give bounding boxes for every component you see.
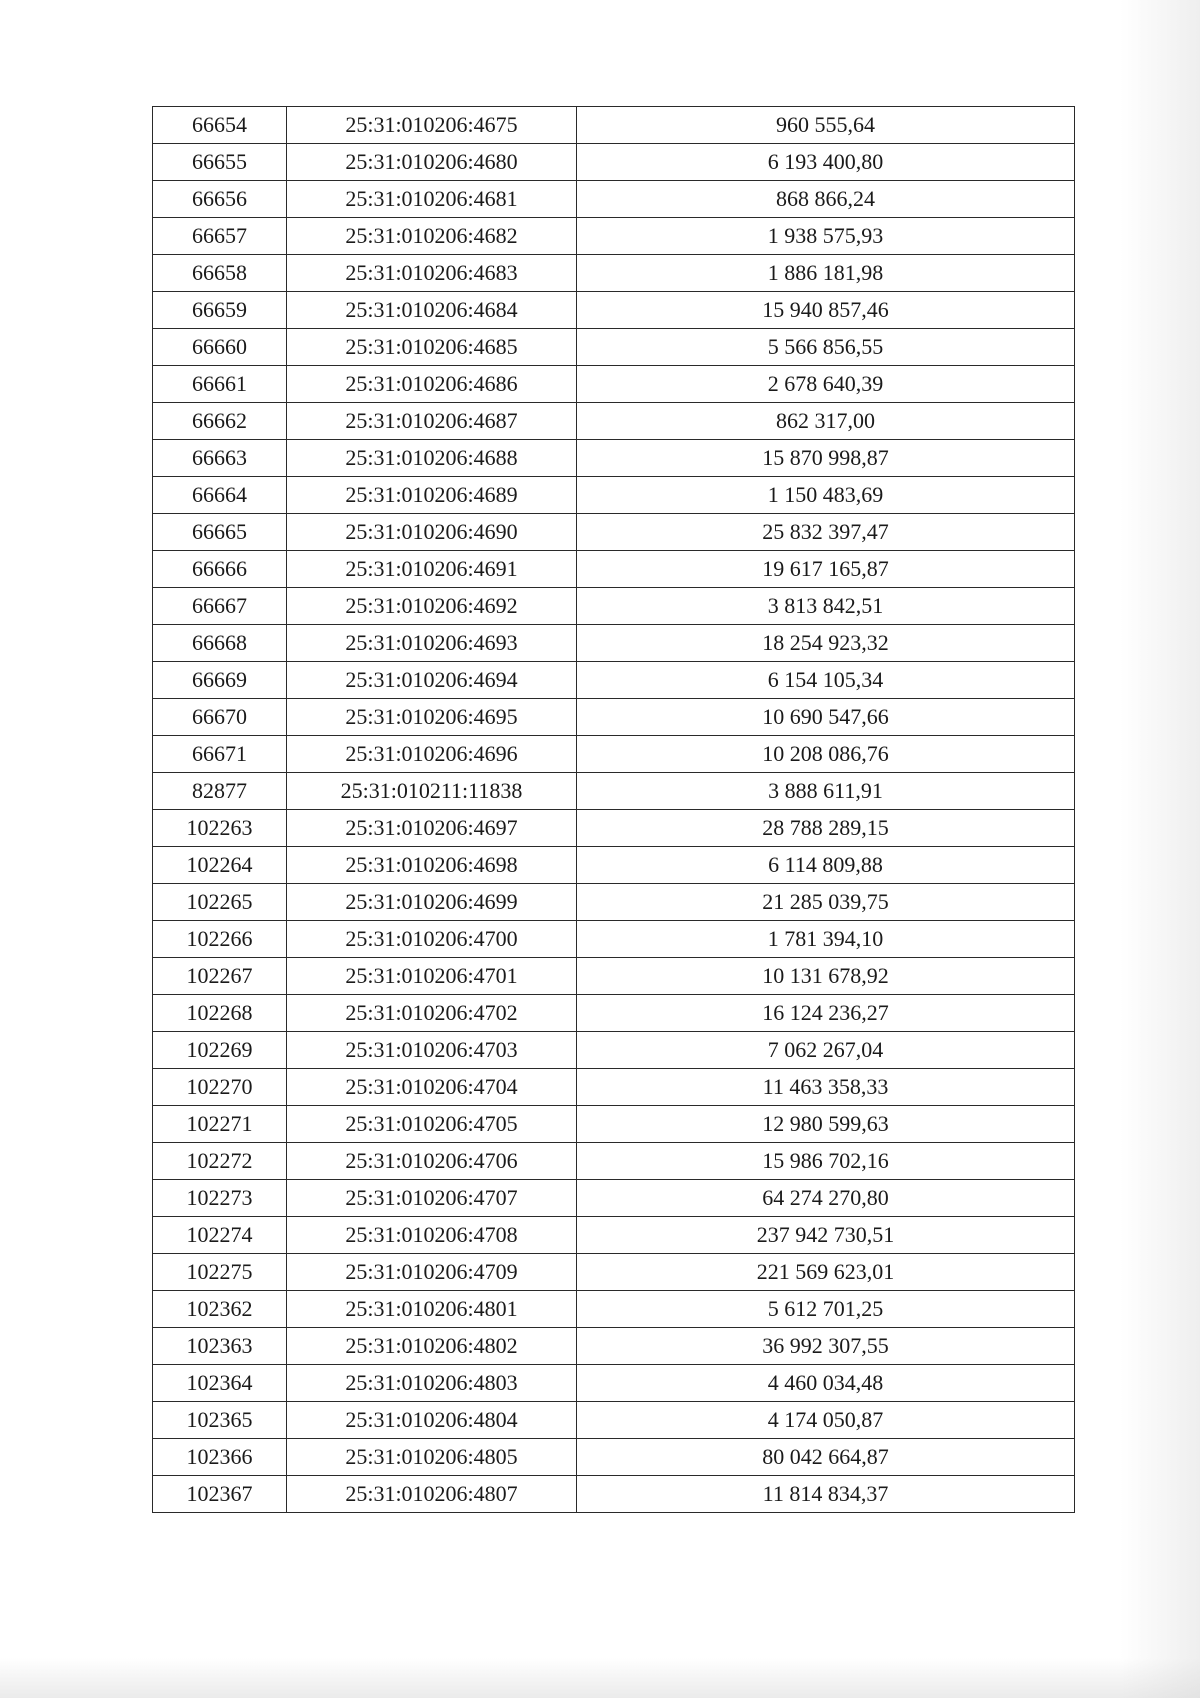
cadastral-number-cell: 25:31:010211:11838 [287,773,577,810]
row-number-cell: 66654 [153,107,287,144]
table-row [153,514,1075,551]
cadastral-number-cell: 25:31:010206:4700 [287,921,577,958]
row-number-cell: 66655 [153,144,287,181]
table-row [153,1106,1075,1143]
cadastral-value-cell: 1 938 575,93 [577,218,1075,255]
cadastral-number-cell: 25:31:010206:4701 [287,958,577,995]
row-number-cell: 66667 [153,588,287,625]
cadastral-value-table [152,106,1075,1513]
table-row [153,1328,1075,1365]
cadastral-value-cell: 237 942 730,51 [577,1217,1075,1254]
table-row [153,1217,1075,1254]
table-row [153,107,1075,144]
table-row [153,403,1075,440]
row-number-cell: 102263 [153,810,287,847]
cadastral-value-cell: 16 124 236,27 [577,995,1075,1032]
row-number-cell: 66659 [153,292,287,329]
table-row [153,588,1075,625]
row-number-cell: 102274 [153,1217,287,1254]
cadastral-number-cell: 25:31:010206:4709 [287,1254,577,1291]
row-number-cell: 66657 [153,218,287,255]
cadastral-value-cell: 6 114 809,88 [577,847,1075,884]
table-row [153,218,1075,255]
cadastral-value-cell: 868 866,24 [577,181,1075,218]
cadastral-value-cell: 5 566 856,55 [577,329,1075,366]
row-number-cell: 102270 [153,1069,287,1106]
cadastral-number-cell: 25:31:010206:4693 [287,625,577,662]
cadastral-value-cell: 3 888 611,91 [577,773,1075,810]
row-number-cell: 102271 [153,1106,287,1143]
row-number-cell: 66671 [153,736,287,773]
table-row [153,699,1075,736]
cadastral-number-cell: 25:31:010206:4687 [287,403,577,440]
cadastral-number-cell: 25:31:010206:4805 [287,1439,577,1476]
cadastral-number-cell: 25:31:010206:4807 [287,1476,577,1513]
table-row [153,551,1075,588]
cadastral-number-cell: 25:31:010206:4707 [287,1180,577,1217]
cadastral-value-cell: 10 208 086,76 [577,736,1075,773]
row-number-cell: 66663 [153,440,287,477]
table-body [153,107,1075,1513]
table-row [153,1069,1075,1106]
cadastral-value-cell: 15 986 702,16 [577,1143,1075,1180]
table-row [153,736,1075,773]
cadastral-number-cell: 25:31:010206:4684 [287,292,577,329]
table-row [153,144,1075,181]
cadastral-value-cell: 19 617 165,87 [577,551,1075,588]
cadastral-value-cell: 862 317,00 [577,403,1075,440]
table-row [153,366,1075,403]
cadastral-value-cell: 64 274 270,80 [577,1180,1075,1217]
cadastral-number-cell: 25:31:010206:4801 [287,1291,577,1328]
table-row [153,1254,1075,1291]
cadastral-number-cell: 25:31:010206:4675 [287,107,577,144]
table-row [153,810,1075,847]
cadastral-number-cell: 25:31:010206:4803 [287,1365,577,1402]
scan-shadow-bottom [0,1658,1200,1698]
table-row [153,440,1075,477]
table-row [153,1439,1075,1476]
cadastral-number-cell: 25:31:010206:4699 [287,884,577,921]
row-number-cell: 66664 [153,477,287,514]
cadastral-number-cell: 25:31:010206:4804 [287,1402,577,1439]
cadastral-value-cell: 1 781 394,10 [577,921,1075,958]
table-row [153,181,1075,218]
cadastral-value-cell: 4 460 034,48 [577,1365,1075,1402]
cadastral-value-cell: 36 992 307,55 [577,1328,1075,1365]
cadastral-value-cell: 6 193 400,80 [577,144,1075,181]
row-number-cell: 66666 [153,551,287,588]
cadastral-value-cell: 15 940 857,46 [577,292,1075,329]
table-row [153,662,1075,699]
cadastral-value-cell: 10 690 547,66 [577,699,1075,736]
table-row [153,847,1075,884]
row-number-cell: 102264 [153,847,287,884]
cadastral-number-cell: 25:31:010206:4689 [287,477,577,514]
row-number-cell: 102367 [153,1476,287,1513]
row-number-cell: 102364 [153,1365,287,1402]
cadastral-value-cell: 11 814 834,37 [577,1476,1075,1513]
cadastral-number-cell: 25:31:010206:4688 [287,440,577,477]
cadastral-number-cell: 25:31:010206:4706 [287,1143,577,1180]
cadastral-value-cell: 1 886 181,98 [577,255,1075,292]
cadastral-value-cell: 18 254 923,32 [577,625,1075,662]
cadastral-number-cell: 25:31:010206:4802 [287,1328,577,1365]
table-row [153,884,1075,921]
cadastral-number-cell: 25:31:010206:4681 [287,181,577,218]
cadastral-value-cell: 25 832 397,47 [577,514,1075,551]
cadastral-number-cell: 25:31:010206:4686 [287,366,577,403]
cadastral-value-cell: 2 678 640,39 [577,366,1075,403]
cadastral-number-cell: 25:31:010206:4702 [287,995,577,1032]
row-number-cell: 66670 [153,699,287,736]
row-number-cell: 102273 [153,1180,287,1217]
row-number-cell: 66668 [153,625,287,662]
table-row [153,1476,1075,1513]
row-number-cell: 102265 [153,884,287,921]
cadastral-value-cell: 10 131 678,92 [577,958,1075,995]
table-row [153,921,1075,958]
table-row [153,995,1075,1032]
cadastral-value-cell: 28 788 289,15 [577,810,1075,847]
cadastral-number-cell: 25:31:010206:4695 [287,699,577,736]
row-number-cell: 66656 [153,181,287,218]
scan-shadow-right [1120,0,1200,1698]
row-number-cell: 66665 [153,514,287,551]
table-row [153,292,1075,329]
cadastral-value-cell: 6 154 105,34 [577,662,1075,699]
cadastral-number-cell: 25:31:010206:4690 [287,514,577,551]
row-number-cell: 102275 [153,1254,287,1291]
cadastral-number-cell: 25:31:010206:4703 [287,1032,577,1069]
table-row [153,1291,1075,1328]
row-number-cell: 66660 [153,329,287,366]
row-number-cell: 66658 [153,255,287,292]
row-number-cell: 102269 [153,1032,287,1069]
cadastral-number-cell: 25:31:010206:4692 [287,588,577,625]
row-number-cell: 66662 [153,403,287,440]
table-row [153,625,1075,662]
row-number-cell: 82877 [153,773,287,810]
cadastral-value-cell: 80 042 664,87 [577,1439,1075,1476]
cadastral-number-cell: 25:31:010206:4697 [287,810,577,847]
row-number-cell: 102365 [153,1402,287,1439]
table-row [153,255,1075,292]
row-number-cell: 66661 [153,366,287,403]
row-number-cell: 102363 [153,1328,287,1365]
row-number-cell: 102266 [153,921,287,958]
cadastral-number-cell: 25:31:010206:4685 [287,329,577,366]
cadastral-number-cell: 25:31:010206:4704 [287,1069,577,1106]
cadastral-number-cell: 25:31:010206:4682 [287,218,577,255]
cadastral-value-cell: 15 870 998,87 [577,440,1075,477]
cadastral-number-cell: 25:31:010206:4696 [287,736,577,773]
cadastral-number-cell: 25:31:010206:4694 [287,662,577,699]
table-row [153,329,1075,366]
cadastral-value-cell: 5 612 701,25 [577,1291,1075,1328]
cadastral-value-cell: 11 463 358,33 [577,1069,1075,1106]
row-number-cell: 102268 [153,995,287,1032]
row-number-cell: 102272 [153,1143,287,1180]
table-row [153,1402,1075,1439]
cadastral-number-cell: 25:31:010206:4698 [287,847,577,884]
cadastral-value-cell: 960 555,64 [577,107,1075,144]
table-row [153,1180,1075,1217]
cadastral-number-cell: 25:31:010206:4708 [287,1217,577,1254]
cadastral-value-cell: 1 150 483,69 [577,477,1075,514]
table-row [153,958,1075,995]
cadastral-number-cell: 25:31:010206:4691 [287,551,577,588]
cadastral-value-cell: 4 174 050,87 [577,1402,1075,1439]
cadastral-value-cell: 21 285 039,75 [577,884,1075,921]
cadastral-value-cell: 221 569 623,01 [577,1254,1075,1291]
table-row [153,1365,1075,1402]
cadastral-number-cell: 25:31:010206:4680 [287,144,577,181]
table-row [153,1143,1075,1180]
row-number-cell: 102362 [153,1291,287,1328]
table-row [153,1032,1075,1069]
cadastral-number-cell: 25:31:010206:4705 [287,1106,577,1143]
cadastral-number-cell: 25:31:010206:4683 [287,255,577,292]
row-number-cell: 102366 [153,1439,287,1476]
table-row [153,773,1075,810]
cadastral-value-cell: 7 062 267,04 [577,1032,1075,1069]
row-number-cell: 102267 [153,958,287,995]
row-number-cell: 66669 [153,662,287,699]
table-row [153,477,1075,514]
cadastral-value-cell: 3 813 842,51 [577,588,1075,625]
cadastral-value-cell: 12 980 599,63 [577,1106,1075,1143]
